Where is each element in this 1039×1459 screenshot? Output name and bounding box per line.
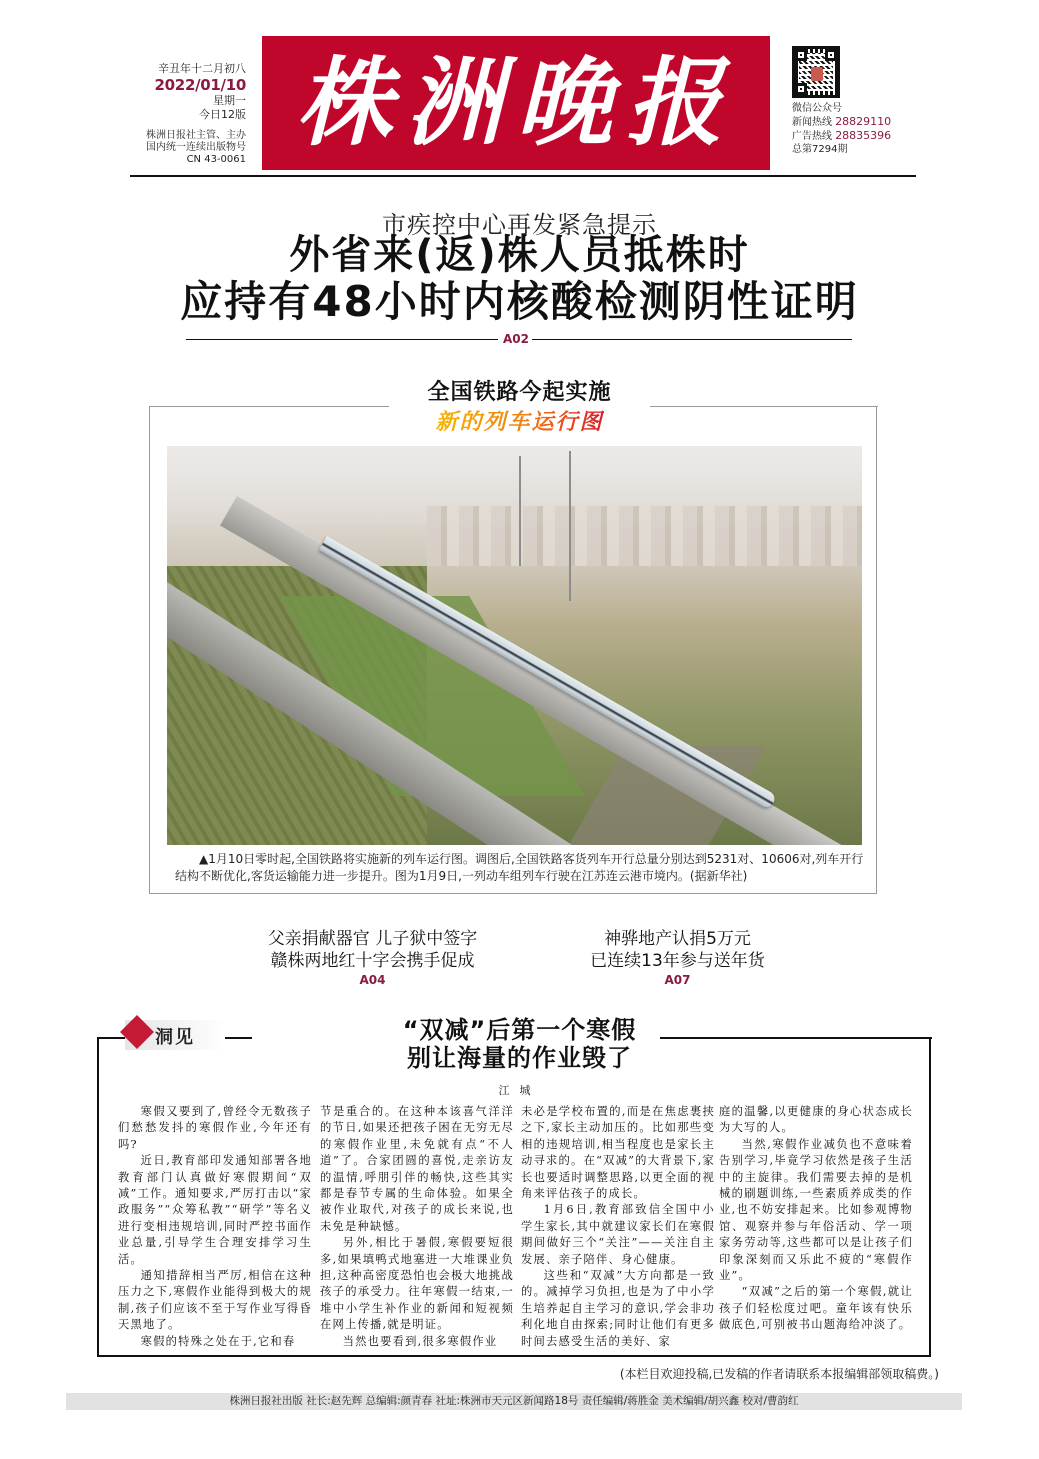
photo-title-text: 新的列车运行图	[435, 410, 604, 435]
paragraph: 通知措辞相当严厉,相信在这种压力之下,寒假作业能得到极大的规制,孩子们应该不至于写作业写得昏天黑地了。	[118, 1269, 312, 1332]
edition-count: 今日12版	[199, 108, 246, 121]
paragraph: 1月6日,教育部致信全国中小学生家长,其中就建议家长们在寒假期间做好三个“关注”——关注自主发展、亲子陪伴、身心健康。	[521, 1203, 715, 1266]
masthead-date-block	[130, 62, 246, 166]
news-hotline	[792, 115, 932, 129]
teaser-real-estate-donation[interactable]	[565, 928, 790, 988]
column-tag-label: 洞见	[155, 1027, 195, 1048]
column-text-col-4	[719, 1104, 913, 1334]
ad-hotline-number: 28835396	[835, 129, 892, 142]
divider	[186, 339, 498, 340]
wechat-label: 微信公众号	[792, 103, 842, 114]
imprint-footer: 株洲日报社出版 社长:赵先辉 总编辑:颜青春 社址:株洲市天元区新闻路18号 责任编辑/蒋胜金 美术编辑/胡兴鑫 校对/曹韵红	[66, 1393, 962, 1410]
paragraph: 这些和“双减”大方向都是一致的。减掉学习负担,也是为了中小学生培养起自主学习的意识,学会非功利化地自由探索;同时让他们有更多时间去感受生活的美好、家	[521, 1269, 715, 1348]
column-text-col-1	[118, 1104, 312, 1350]
paragraph: 寒假的特殊之处在于,它和春	[140, 1334, 296, 1348]
paragraph: 当然也要看到,很多寒假作业	[342, 1334, 498, 1348]
issue-date: 2022/01/10	[154, 76, 246, 94]
lunar-date: 辛丑年十二月初八	[158, 62, 246, 75]
logo-text: 株洲晚报	[296, 46, 736, 159]
issue-number: 总第7294期	[792, 144, 848, 155]
news-hotline-label: 新闻热线	[792, 117, 832, 128]
paragraph: “双减”之后的第一个寒假,就让孩子们轻松度过吧。童年该有快乐做底色,可别被书山题海给冲淡了。	[719, 1285, 913, 1332]
column-title-line1[interactable]: “双减”后第一个寒假	[402, 1016, 637, 1044]
weekday: 星期一	[213, 94, 246, 107]
paragraph: 未必是学校布置的,而是在焦虑裹挟之下,家长主动加压的。比如那些变相的违规培训,相当程度也是家长主动寻求的。在“双减”的大背景下,家长也要适时调整思路,以更全面的视角来评估孩子的成长。	[521, 1105, 715, 1201]
paragraph: 当然,寒假作业减负也不意味着告别学习,毕竟学习依然是孩子生活中的主旋律。我们需要去掉的是机械的刷题训练,一些素质养成类的作业,也不妨安排起来。比如参观博物馆、观察并参与年俗活动、学一项家务劳动等,这些都可以是让孩子们印象深刻而又乐此不疲的“寒假作业”。	[719, 1137, 913, 1283]
publisher-line: 国内统一连续出版物号	[146, 142, 246, 153]
column-text-col-3	[521, 1104, 715, 1350]
teaser-line1: 神骅地产认捐5万元	[604, 929, 751, 949]
masthead-divider	[130, 175, 916, 177]
teaser-page-ref[interactable]: A07	[664, 973, 691, 987]
divider	[532, 339, 852, 340]
teaser-line2: 赣株两地红十字会携手促成	[270, 951, 475, 971]
teaser-line1: 父亲捐献器官 儿子狱中签字	[267, 929, 478, 949]
lead-kicker: 市疾控中心再发紧急提示	[382, 211, 657, 239]
masthead-contact-block	[792, 46, 932, 156]
ad-hotline	[792, 129, 932, 143]
train-photo[interactable]	[167, 446, 862, 845]
lead-page-ref[interactable]: A02	[503, 332, 529, 346]
column-title-line2[interactable]: 别让海量的作业毁了	[407, 1044, 632, 1072]
publisher-info	[130, 130, 246, 166]
wechat-qr-code-icon[interactable]	[792, 46, 840, 98]
paragraph: 庭的温馨,以更健康的身心状态成长为大写的人。	[719, 1105, 913, 1135]
paragraph: 近日,教育部印发通知部署各地教育部门认真做好寒假期间“双减”工作。通知要求,严厉打击以“家政服务”“众筹私教”“研学”等名义进行变相违规培训,同时严控书面作业总量,引导学生合理安排学习生活。	[118, 1154, 312, 1266]
teaser-organ-donation[interactable]	[250, 928, 495, 988]
photo-kicker: 全国铁路今起实施	[427, 380, 612, 405]
photo-title[interactable]	[0, 405, 1039, 436]
ad-hotline-label: 广告热线	[792, 131, 832, 142]
teaser-line2: 已连续13年参与送年货	[590, 951, 765, 971]
teaser-page-ref[interactable]: A04	[359, 973, 386, 987]
column-author: 江城	[498, 1084, 541, 1097]
paragraph: 节是重合的。在这种本该喜气洋洋的节日,如果还把孩子困在无穷无尽的寒假作业里,未免就有点“不人道”了。合家团圆的喜悦,走亲访友的温情,呼朋引伴的畅快,这些其实都是春节专属的生命体验。如果全被作业取代,对孩子的成长来说,也未免是种缺憾。	[320, 1105, 514, 1233]
paragraph: 另外,相比于暑假,寒假要短很多,如果填鸭式地塞进一大堆课业负担,这种高密度恐怕也会极大地挑战孩子的承受力。往年寒假一结束,一堆中小学生补作业的新闻和短视频在网上传播,就是明证。	[320, 1236, 514, 1332]
news-hotline-number: 28829110	[835, 115, 892, 128]
publisher-line: CN 43-0061	[186, 154, 246, 165]
lead-headline-line2[interactable]: 应持有48小时内核酸检测阴性证明	[180, 277, 859, 326]
lead-headline-line1[interactable]: 外省来(返)株人员抵株时	[289, 232, 750, 278]
newspaper-logo	[262, 36, 770, 170]
paragraph: 寒假又要到了,曾经令无数孩子们愁愁发抖的寒假作业,今年还有吗?	[118, 1105, 312, 1151]
publisher-line: 株洲日报社主管、主办	[146, 130, 246, 141]
column-text-col-2	[320, 1104, 514, 1350]
photo-caption: ▲1月10日零时起,全国铁路将实施新的列车运行图。调图后,全国铁路客货列车开行总量分别达到5231对、10606对,列车开行结构不断优化,客货运输能力进一步提升。图为1月9日,一列动车组列车行驶在江苏连云港市境内。(据新华社)	[175, 852, 864, 883]
submission-note: (本栏目欢迎投稿,已发稿的作者请联系本报编辑部领取稿费。)	[619, 1367, 939, 1381]
